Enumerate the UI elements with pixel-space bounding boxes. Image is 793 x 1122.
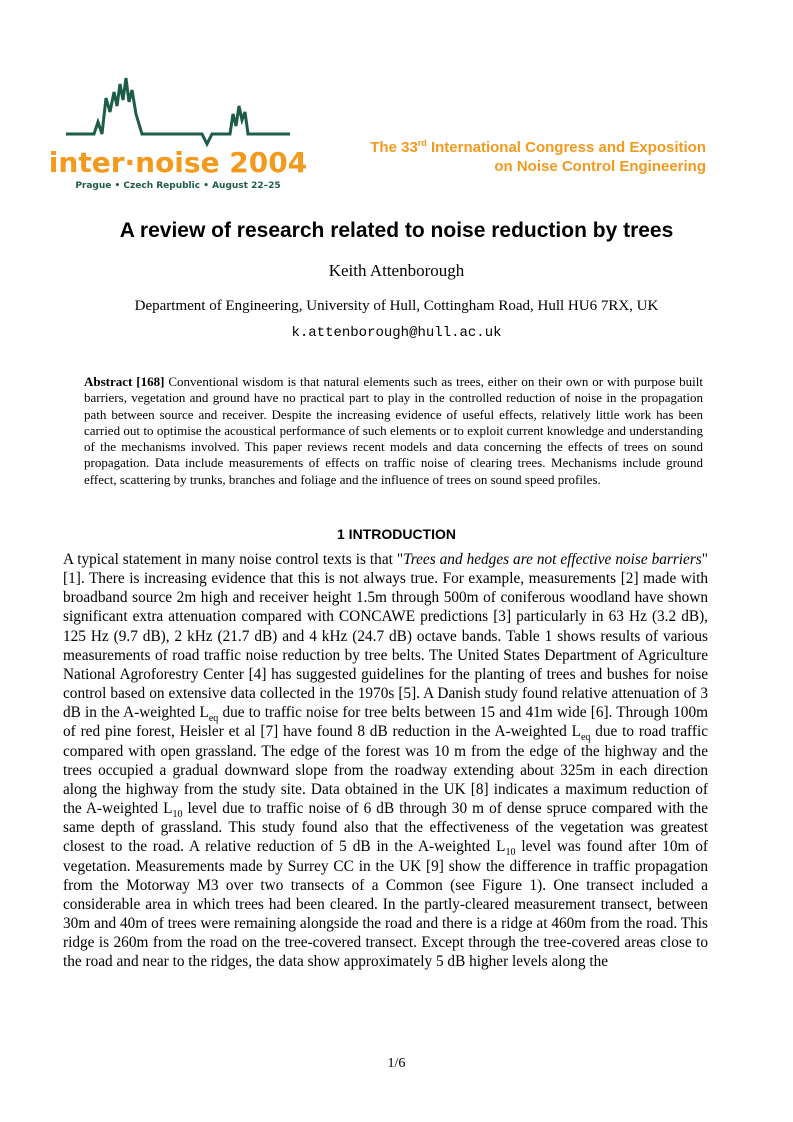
author-name: Keith Attenborough (328, 261, 465, 280)
prague-skyline-icon (66, 78, 290, 144)
internoise-2004-logo (48, 70, 308, 195)
abstract-label: Abstract [168] (84, 374, 165, 389)
author-email[interactable]: k.attenborough@hull.ac.uk (291, 325, 502, 341)
abstract (84, 374, 703, 488)
logo-wordmark: inter·noise 2004 (48, 146, 308, 179)
author-affiliation: Department of Engineering, University of Hull, Cottingham Road, Hull HU6 7RX, UK (134, 298, 659, 314)
paper-title: A review of research related to noise reduction by trees (119, 219, 674, 242)
page-number: 1/6 (387, 1056, 406, 1071)
quoted-statement: Trees and hedges are not effective noise barriers (403, 551, 702, 568)
introduction-body: A typical statement in many noise control texts is that "Trees and hedges are not effective noise barriers" [1]. There is increasing evidence that this is not always true. For example, measurements [2] made with broadband source 2m high and receiver height 1.5m through 500m of coniferous woodland have shown significant extra attenuation compared with CONCAWE predictions [3] particularly in 63 Hz (3.2 dB), 125 Hz (9.7 dB), 2 kHz (21.7 dB) and 4 kHz (24.7 dB) octave bands. Table 1 shows results of various measurements of road traffic noise reduction by tree belts. The United States Department of Agriculture National Agroforestry Center [4] has suggested guidelines for the planting of trees and bushes for noise control based on extensive data collected in the 1970s [5]. A Danish study found relative attenuation of 3 dB in the A-weighted $L_{eq}$ due to traffic noise for tree belts between 15 and 41m wide [6]. Through 100m of red pine forest, Heisler et al [7] have found 8 dB reduction in the A-weighted $L_{eq}$ due to road traffic compared with open grassland. The edge of the forest was 10 m from the edge of the highway and the trees occupied a gradual downward slope from the roadway extending about 325m in each direction along the highway from the study site. Data obtained in the UK [8] indicates a maximum reduction of the A-weighted $L_{10}$ level due to traffic noise of 6 dB through 30 m of dense spruce compared with the same depth of grassland. This study found also that the effectiveness of the vegetation was greatest closest to the road. A relative reduction of 5 dB in the A-weighted $L_{10}$ level was found after 10m of vegetation. Measurements made by Surrey CC in the UK [9] show the difference in traffic propagation from the Motorway M3 over two transects of a Common (see Figure 1). One transect included a considerable area in which trees had been cleared. In the partly-cleared measurement transect, between 30m and 40m of trees were remaining alongside the road and there is a ridge at 460m from the road. This ridge is 260m from the road on the tree-covered transect. Except through the tree-covered areas close to the road and near to the ridges, the data show approximately 5 dB higher levels along the (63, 551, 709, 971)
section-heading: 1 INTRODUCTION (337, 526, 456, 542)
congress-line-2: on Noise Control Engineering (494, 158, 706, 175)
congress-line-1: The 33rd International Congress and Exposition (370, 138, 706, 156)
abstract-text: Conventional wisdom is that natural elements such as trees, either on their own or with purpose built barriers, vegetation and ground have no practical part to play in the controlled reduction of noise in the propagation path between source and receiver. Despite the increasing evidence of useful effects, relatively little work has been carried out to optimise the acoustical performance of such elements or to exploit current knowledge and understanding of the mechanisms involved. This paper reviews recent models and data concerning the effects of trees on sound propagation. Data include measurements of effects on traffic noise of clearing trees. Mechanisms include ground effect, scattering by trunks, branches and foliage and the influence of trees on sound speed profiles. (84, 374, 703, 487)
logo-location: Prague • Czech Republic • August 22–25 (75, 181, 281, 191)
congress-title (370, 138, 706, 176)
